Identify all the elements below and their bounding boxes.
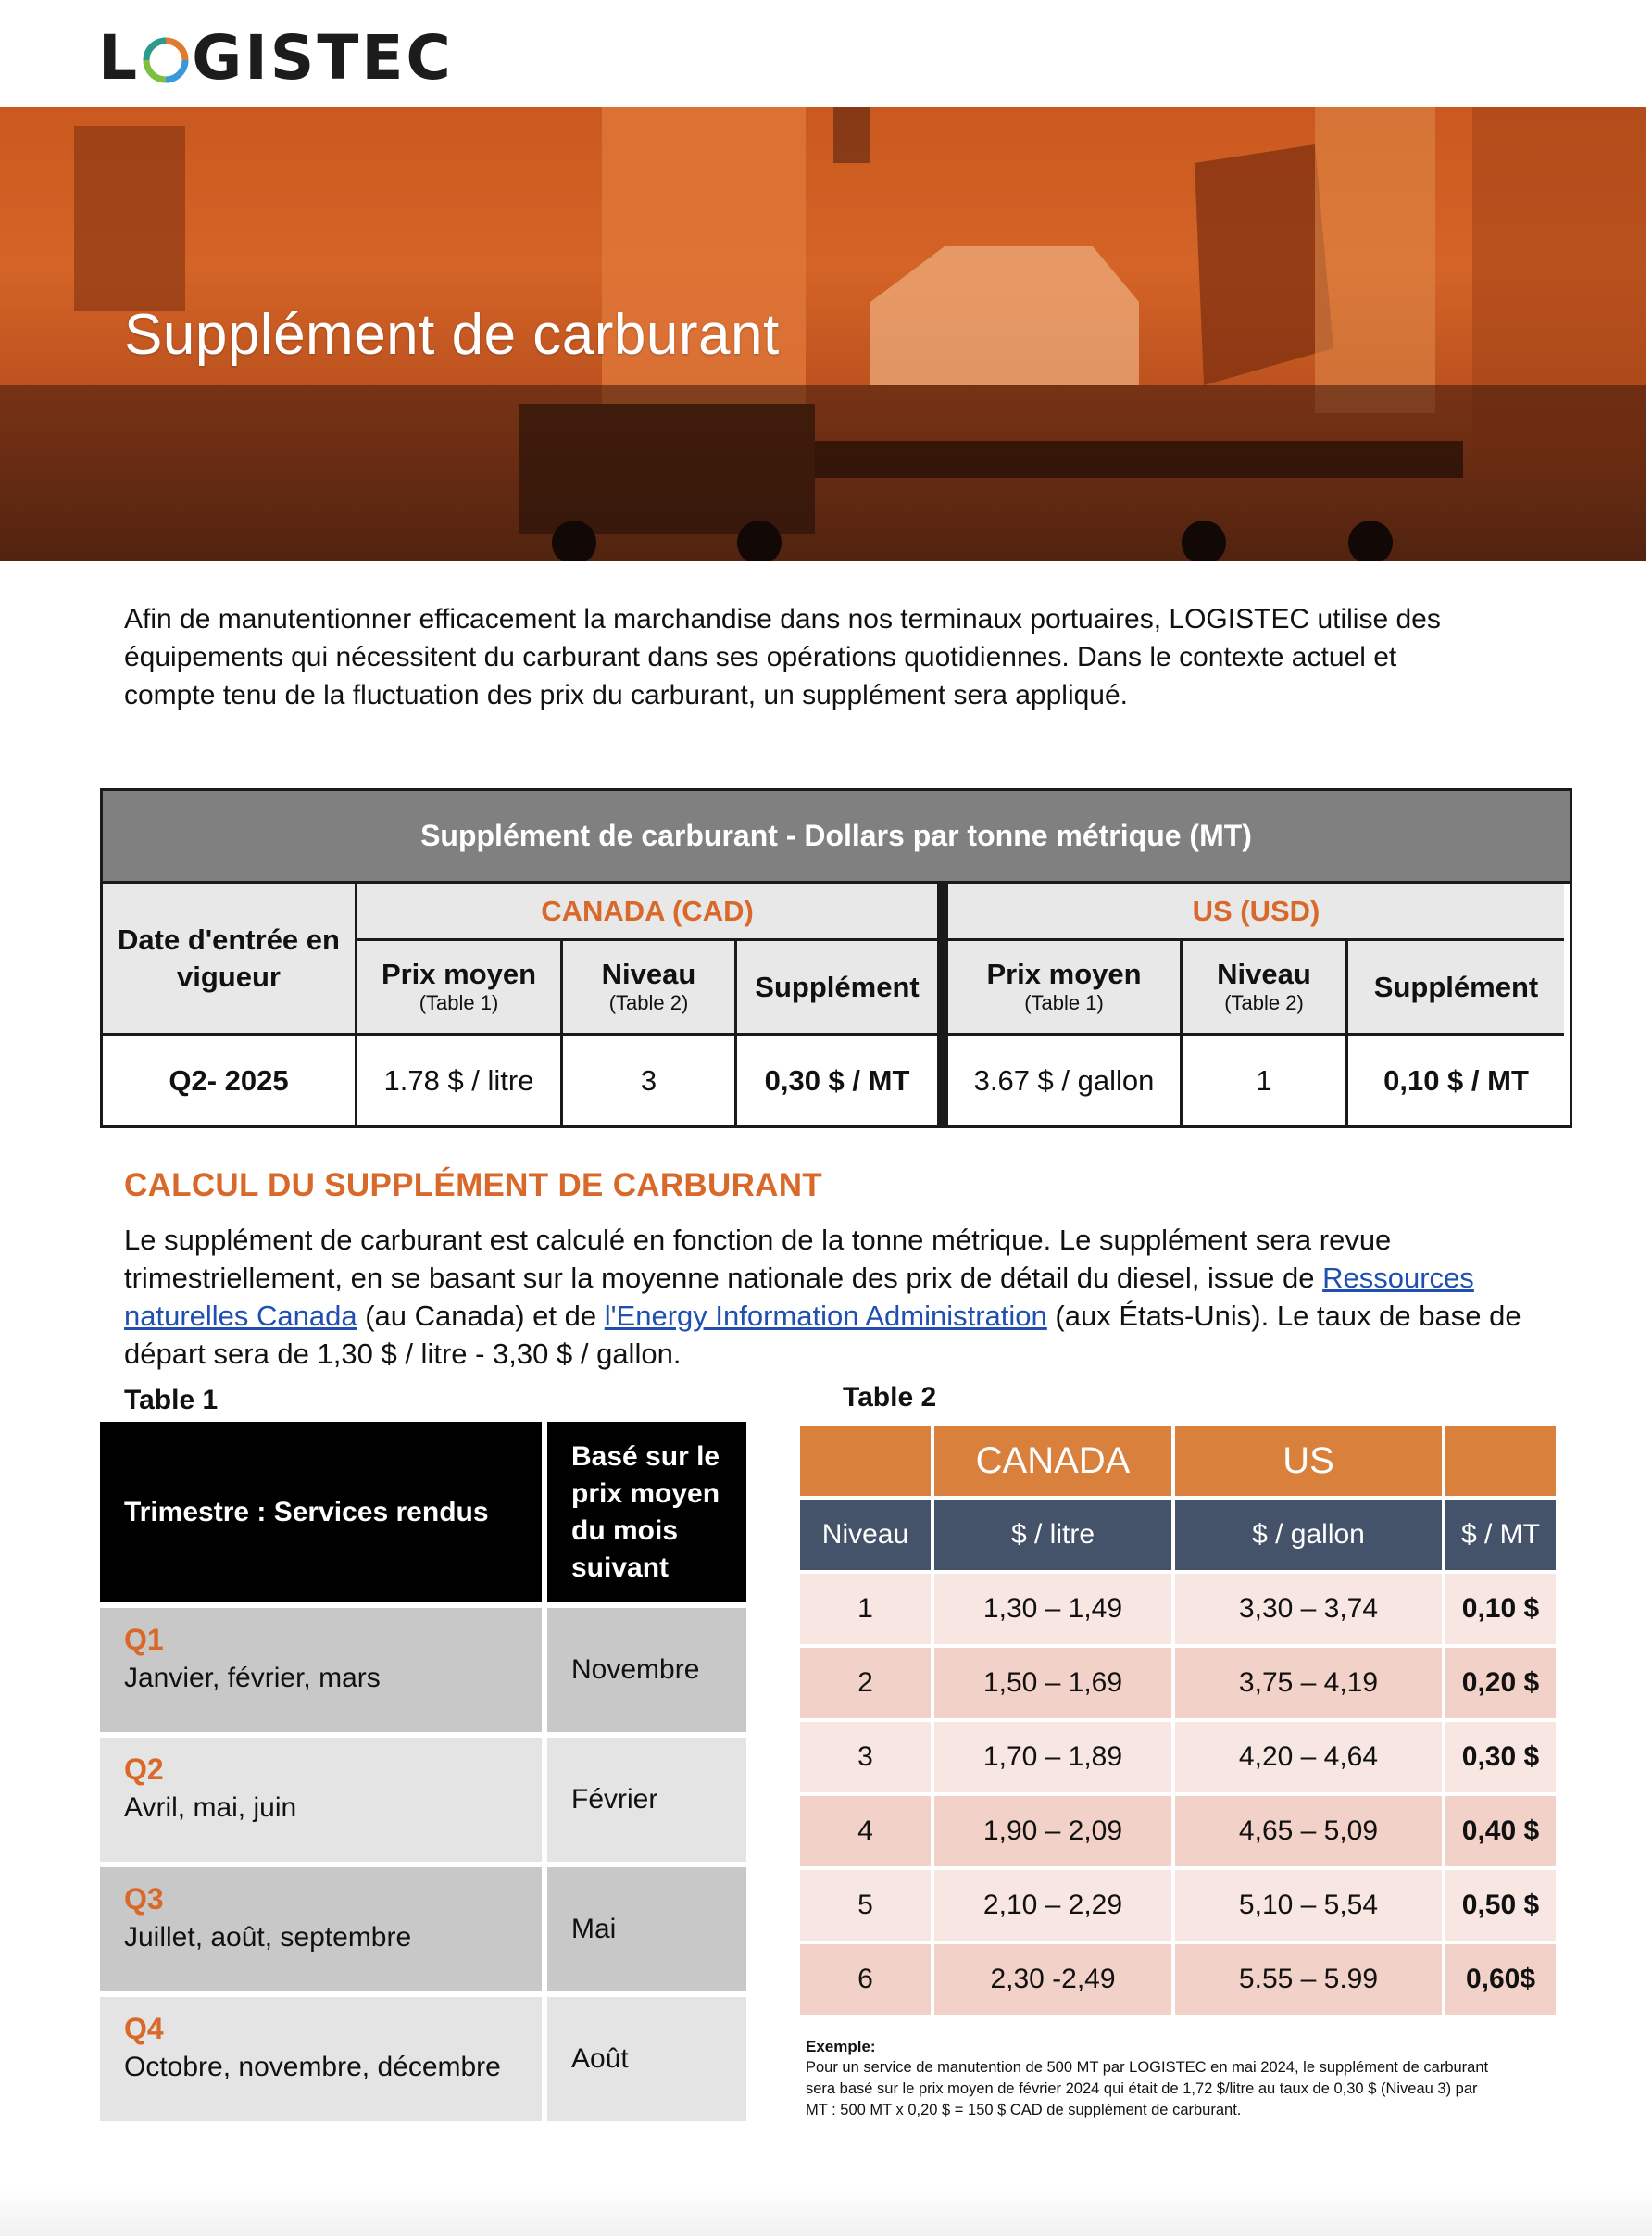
- quarter-months: Juillet, août, septembre: [124, 1922, 412, 1953]
- row-date: Q2- 2025: [103, 1036, 357, 1125]
- table2-canada-header: CANADA: [932, 1424, 1173, 1498]
- table-row: [100, 1602, 746, 1732]
- table-row: [798, 1646, 1558, 1720]
- ca-niveau-header: [563, 941, 737, 1036]
- us-prix-header: [948, 941, 1183, 1036]
- surcharge-table: [100, 788, 1572, 1128]
- ca-niveau-label: Niveau: [601, 957, 696, 990]
- gallon-cell: 3,75 – 4,19: [1173, 1646, 1444, 1720]
- niveau-cell: 1: [798, 1572, 932, 1646]
- quarter-base-month: Novembre: [542, 1608, 746, 1732]
- gallon-cell: 4,65 – 5,09: [1173, 1794, 1444, 1868]
- table1: [100, 1422, 746, 2121]
- quarter-months: Janvier, février, mars: [124, 1663, 381, 1693]
- calcul-text-3: (aux États-Unis). Le taux de base de départ sera de 1,30 $ / litre - 3,30 $ / gallon.: [124, 1300, 1521, 1370]
- table-row: [798, 1942, 1558, 2016]
- mt-cell: 0,60$: [1444, 1942, 1558, 2016]
- hero-banner: [0, 107, 1646, 561]
- page-bottom-edge: [0, 2186, 1652, 2236]
- table-row: [100, 1862, 746, 1991]
- table2-litre-header: $ / litre: [932, 1498, 1173, 1572]
- surcharge-table-title: Supplément de carburant - Dollars par tonne métrique (MT): [103, 791, 1570, 884]
- table-row: [100, 1732, 746, 1862]
- us-prix-sub: (Table 1): [1024, 990, 1104, 1014]
- logo-ring-icon: [142, 36, 190, 84]
- ca-prix-header: [357, 941, 563, 1036]
- mt-cell: 0,10 $: [1444, 1572, 1558, 1646]
- table2-region-header: [798, 1424, 1558, 1498]
- us-niveau-sub: (Table 2): [1224, 990, 1304, 1014]
- niveau-cell: 4: [798, 1794, 932, 1868]
- row-ca-prix: 1.78 $ / litre: [357, 1036, 563, 1125]
- table2-column-header: [798, 1498, 1558, 1572]
- gallon-cell: 5,10 – 5,54: [1173, 1868, 1444, 1942]
- quarter-label: Q4: [124, 2012, 164, 2045]
- example-title: Exemple:: [806, 2038, 876, 2055]
- us-header: US (USD): [948, 884, 1564, 941]
- intro-paragraph: Afin de manutentionner efficacement la marchandise dans nos terminaux portuaires, LOGISTEC utilise des équipements qui nécessitent du carburant dans ses opérations quotidiennes. Dans le contexte actuel et compte tenu de la fluctuation des prix du carburant, un supplément sera appliqué.: [124, 604, 1441, 710]
- quarter-months: Octobre, novembre, décembre: [124, 2052, 501, 2082]
- canada-header: CANADA (CAD): [357, 884, 948, 941]
- litre-cell: 2,30 -2,49: [932, 1942, 1173, 2016]
- quarter-label: Q3: [124, 1882, 164, 1916]
- table1-header: [100, 1422, 746, 1602]
- gallon-cell: 5.55 – 5.99: [1173, 1942, 1444, 2016]
- calcul-text-2: (au Canada) et de: [357, 1300, 605, 1332]
- row-ca-supplement: 0,30 $ / MT: [737, 1036, 948, 1125]
- row-us-niveau: 1: [1183, 1036, 1348, 1125]
- eia-link[interactable]: l'Energy Information Administration: [604, 1300, 1047, 1332]
- calcul-heading: CALCUL DU SUPPLÉMENT DE CARBURANT: [124, 1167, 822, 1203]
- quarter-months: Avril, mai, juin: [124, 1792, 297, 1823]
- mt-cell: 0,50 $: [1444, 1868, 1558, 1942]
- table2-niveau-header: Niveau: [798, 1498, 932, 1572]
- table-row: [798, 1720, 1558, 1794]
- table1-header-trimestre: Trimestre : Services rendus: [124, 1496, 489, 1527]
- quarter-label: Q2: [124, 1752, 164, 1786]
- row-us-prix: 3.67 $ / gallon: [948, 1036, 1183, 1125]
- logistec-logo: [98, 22, 454, 94]
- date-header: Date d'entrée en vigueur: [103, 884, 357, 1036]
- ca-prix-label: Prix moyen: [381, 957, 537, 990]
- litre-cell: 1,70 – 1,89: [932, 1720, 1173, 1794]
- calcul-paragraph: [124, 1221, 1532, 1373]
- mt-cell: 0,30 $: [1444, 1720, 1558, 1794]
- ca-niveau-sub: (Table 2): [608, 990, 689, 1014]
- calcul-text-1: Le supplément de carburant est calculé en fonction de la tonne métrique. Le supplément sera revue trimestriellement, en se basant sur la moyenne nationale des prix de détail du diesel, issue de: [124, 1224, 1392, 1294]
- row-us-supplement: 0,10 $ / MT: [1383, 1063, 1529, 1097]
- table1-label: Table 1: [124, 1385, 219, 1415]
- litre-cell: 2,10 – 2,29: [932, 1868, 1173, 1942]
- table2-top-cell: [1444, 1424, 1558, 1498]
- table1-header-base: Basé sur le prix moyen du mois suivant: [542, 1422, 746, 1602]
- quarter-base-month: Août: [542, 1997, 746, 2121]
- us-niveau-label: Niveau: [1217, 957, 1311, 990]
- row-ca-niveau: 3: [563, 1036, 737, 1125]
- table2-us-header: US: [1173, 1424, 1444, 1498]
- quarter-label: Q1: [124, 1623, 164, 1656]
- quarter-base-month: Février: [542, 1738, 746, 1862]
- niveau-cell: 5: [798, 1868, 932, 1942]
- nrcan-link[interactable]: Ressources naturelles Canada: [124, 1262, 1474, 1332]
- table2-mt-header: $ / MT: [1444, 1498, 1558, 1572]
- table2-top-cell: [798, 1424, 932, 1498]
- example-note: [806, 2036, 1500, 2121]
- gallon-cell: 4,20 – 4,64: [1173, 1720, 1444, 1794]
- table-row: [100, 1991, 746, 2121]
- example-text: Pour un service de manutention de 500 MT par LOGISTEC en mai 2024, le supplément de carburant sera basé sur le prix moyen de février 2024 qui était de 1,72 $/litre au taux de 0,30 $ (Niveau 3) par MT : 500 MT x 0,20 $ = 150 $ CAD de supplément de carburant.: [806, 2059, 1489, 2118]
- logo-text-start: L: [98, 22, 141, 94]
- us-prix-label: Prix moyen: [986, 957, 1142, 990]
- table-row: [798, 1794, 1558, 1868]
- gallon-cell: 3,30 – 3,74: [1173, 1572, 1444, 1646]
- table2: [796, 1422, 1556, 2018]
- table-row: [798, 1868, 1558, 1942]
- logo-text-end: GISTEC: [192, 22, 454, 94]
- litre-cell: 1,90 – 2,09: [932, 1794, 1173, 1868]
- niveau-cell: 6: [798, 1942, 932, 2016]
- page-title: Supplément de carburant: [124, 303, 780, 367]
- litre-cell: 1,50 – 1,69: [932, 1646, 1173, 1720]
- litre-cell: 1,30 – 1,49: [932, 1572, 1173, 1646]
- table2-gallon-header: $ / gallon: [1173, 1498, 1444, 1572]
- niveau-cell: 3: [798, 1720, 932, 1794]
- niveau-cell: 2: [798, 1646, 932, 1720]
- ca-prix-sub: (Table 1): [419, 990, 499, 1014]
- us-niveau-header: [1183, 941, 1348, 1036]
- quarter-base-month: Mai: [542, 1867, 746, 1991]
- mt-cell: 0,40 $: [1444, 1794, 1558, 1868]
- table2-label: Table 2: [843, 1382, 937, 1413]
- mt-cell: 0,20 $: [1444, 1646, 1558, 1720]
- ca-supplement-header: Supplément: [737, 941, 948, 1036]
- us-supplement-header: Supplément: [1348, 941, 1564, 1036]
- table-row: [798, 1572, 1558, 1646]
